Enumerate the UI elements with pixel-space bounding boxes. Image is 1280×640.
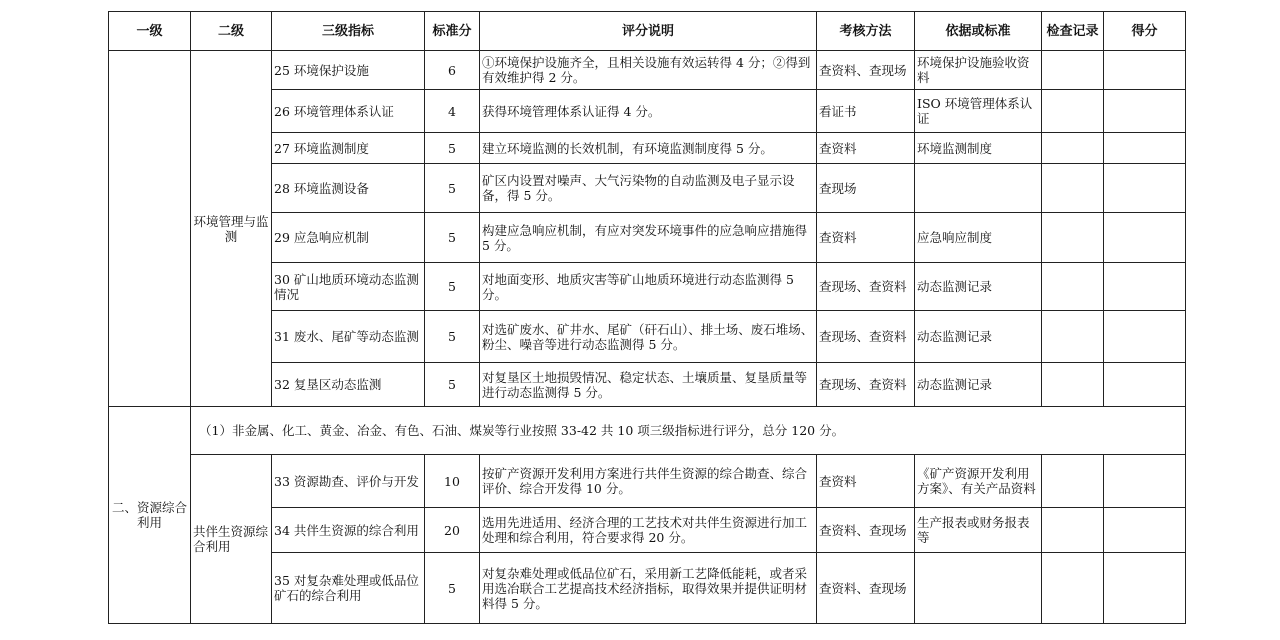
method-cell: 查资料、查现场 — [817, 553, 915, 624]
level2-cell: 共伴生资源综合利用 — [191, 455, 272, 624]
record-cell[interactable] — [1042, 164, 1104, 213]
record-cell[interactable] — [1042, 553, 1104, 624]
record-cell[interactable] — [1042, 133, 1104, 164]
indicator-cell: 25 环境保护设施 — [272, 51, 425, 90]
description-cell: 对复杂难处理或低品位矿石，采用新工艺降低能耗，或者采用选冶联合工艺提高技术经济指标，取得效果并提供证明材料得 5 分。 — [480, 553, 817, 624]
basis-cell — [915, 164, 1042, 213]
evaluation-table — [108, 11, 1186, 624]
indicator-cell: 32 复垦区动态监测 — [272, 363, 425, 407]
indicator-cell: 31 废水、尾矿等动态监测 — [272, 311, 425, 363]
method-cell: 看证书 — [817, 90, 915, 133]
score-cell: 5 — [425, 133, 480, 164]
record-cell[interactable] — [1042, 213, 1104, 263]
score-cell: 5 — [425, 363, 480, 407]
record-cell[interactable] — [1042, 263, 1104, 311]
score-input-cell[interactable] — [1104, 553, 1186, 624]
score-input-cell[interactable] — [1104, 363, 1186, 407]
method-cell: 查资料、查现场 — [817, 51, 915, 90]
description-cell: 对选矿废水、矿井水、尾矿（矸石山）、排土场、废石堆场、粉尘、噪音等进行动态监测得 5 分。 — [480, 311, 817, 363]
description-cell: 对复垦区土地损毁情况、稳定状态、土壤质量、复垦质量等进行动态监测得 5 分。 — [480, 363, 817, 407]
indicator-cell: 27 环境监测制度 — [272, 133, 425, 164]
description-cell: 对地面变形、地质灾害等矿山地质环境进行动态监测得 5 分。 — [480, 263, 817, 311]
header-score: 得分 — [1104, 12, 1186, 51]
description-cell: 构建应急响应机制，有应对突发环境事件的应急响应措施得 5 分。 — [480, 213, 817, 263]
indicator-cell: 35 对复杂难处理或低品位矿石的综合利用 — [272, 553, 425, 624]
description-cell: 选用先进适用、经济合理的工艺技术对共伴生资源进行加工处理和综合利用，符合要求得 20 分。 — [480, 508, 817, 553]
method-cell: 查资料 — [817, 213, 915, 263]
header-method: 考核方法 — [817, 12, 915, 51]
record-cell[interactable] — [1042, 363, 1104, 407]
score-input-cell[interactable] — [1104, 263, 1186, 311]
basis-cell: 生产报表或财务报表等 — [915, 508, 1042, 553]
score-cell: 10 — [425, 455, 480, 508]
record-cell[interactable] — [1042, 508, 1104, 553]
indicator-cell: 33 资源勘查、评价与开发 — [272, 455, 425, 508]
score-input-cell[interactable] — [1104, 508, 1186, 553]
basis-cell: 动态监测记录 — [915, 363, 1042, 407]
method-cell: 查资料 — [817, 455, 915, 508]
score-cell: 5 — [425, 553, 480, 624]
header-level3: 三级指标 — [272, 12, 425, 51]
method-cell: 查现场、查资料 — [817, 363, 915, 407]
record-cell[interactable] — [1042, 311, 1104, 363]
basis-cell: ISO 环境管理体系认证 — [915, 90, 1042, 133]
indicator-cell: 28 环境监测设备 — [272, 164, 425, 213]
indicator-cell: 30 矿山地质环境动态监测情况 — [272, 263, 425, 311]
basis-cell: 应急响应制度 — [915, 213, 1042, 263]
header-standard-score: 标准分 — [425, 12, 480, 51]
indicator-cell: 34 共伴生资源的综合利用 — [272, 508, 425, 553]
score-cell: 5 — [425, 263, 480, 311]
score-cell: 5 — [425, 311, 480, 363]
basis-cell: 环境保护设施验收资料 — [915, 51, 1042, 90]
record-cell[interactable] — [1042, 90, 1104, 133]
method-cell: 查现场、查资料 — [817, 311, 915, 363]
score-input-cell[interactable] — [1104, 164, 1186, 213]
header-basis: 依据或标准 — [915, 12, 1042, 51]
basis-cell — [915, 553, 1042, 624]
score-cell: 4 — [425, 90, 480, 133]
basis-cell: 动态监测记录 — [915, 311, 1042, 363]
basis-cell: 《矿产资源开发利用方案》、有关产品资料 — [915, 455, 1042, 508]
score-cell: 20 — [425, 508, 480, 553]
level1-cell: 二、资源综合利用 — [109, 407, 191, 624]
indicator-cell: 29 应急响应机制 — [272, 213, 425, 263]
score-input-cell[interactable] — [1104, 133, 1186, 164]
level2-cell: 环境管理与监测 — [191, 51, 272, 407]
record-cell[interactable] — [1042, 51, 1104, 90]
header-description: 评分说明 — [480, 12, 817, 51]
record-cell[interactable] — [1042, 455, 1104, 508]
score-input-cell[interactable] — [1104, 213, 1186, 263]
method-cell: 查资料、查现场 — [817, 508, 915, 553]
method-cell: 查资料 — [817, 133, 915, 164]
score-cell: 6 — [425, 51, 480, 90]
description-cell: 建立环境监测的长效机制，有环境监测制度得 5 分。 — [480, 133, 817, 164]
basis-cell: 动态监测记录 — [915, 263, 1042, 311]
description-cell: 获得环境管理体系认证得 4 分。 — [480, 90, 817, 133]
score-input-cell[interactable] — [1104, 51, 1186, 90]
indicator-cell: 26 环境管理体系认证 — [272, 90, 425, 133]
header-level1: 一级 — [109, 12, 191, 51]
header-level2: 二级 — [191, 12, 272, 51]
table-row — [109, 455, 1186, 508]
table-row — [109, 407, 1186, 455]
header-record: 检查记录 — [1042, 12, 1104, 51]
table-row — [109, 51, 1186, 90]
level1-empty-cell — [109, 51, 191, 407]
basis-cell: 环境监测制度 — [915, 133, 1042, 164]
score-input-cell[interactable] — [1104, 311, 1186, 363]
description-cell: 按矿产资源开发利用方案进行共伴生资源的综合勘查、综合评价、综合开发得 10 分。 — [480, 455, 817, 508]
score-cell: 5 — [425, 164, 480, 213]
header-row — [109, 12, 1186, 51]
method-cell: 查现场、查资料 — [817, 263, 915, 311]
score-input-cell[interactable] — [1104, 90, 1186, 133]
score-input-cell[interactable] — [1104, 455, 1186, 508]
section-note: （1）非金属、化工、黄金、冶金、有色、石油、煤炭等行业按照 33-42 共 10 项三级指标进行评分，总分 120 分。 — [191, 407, 1186, 455]
description-cell: 矿区内设置对噪声、大气污染物的自动监测及电子显示设备，得 5 分。 — [480, 164, 817, 213]
score-cell: 5 — [425, 213, 480, 263]
description-cell: ①环境保护设施齐全，且相关设施有效运转得 4 分；②得到有效维护得 2 分。 — [480, 51, 817, 90]
method-cell: 查现场 — [817, 164, 915, 213]
